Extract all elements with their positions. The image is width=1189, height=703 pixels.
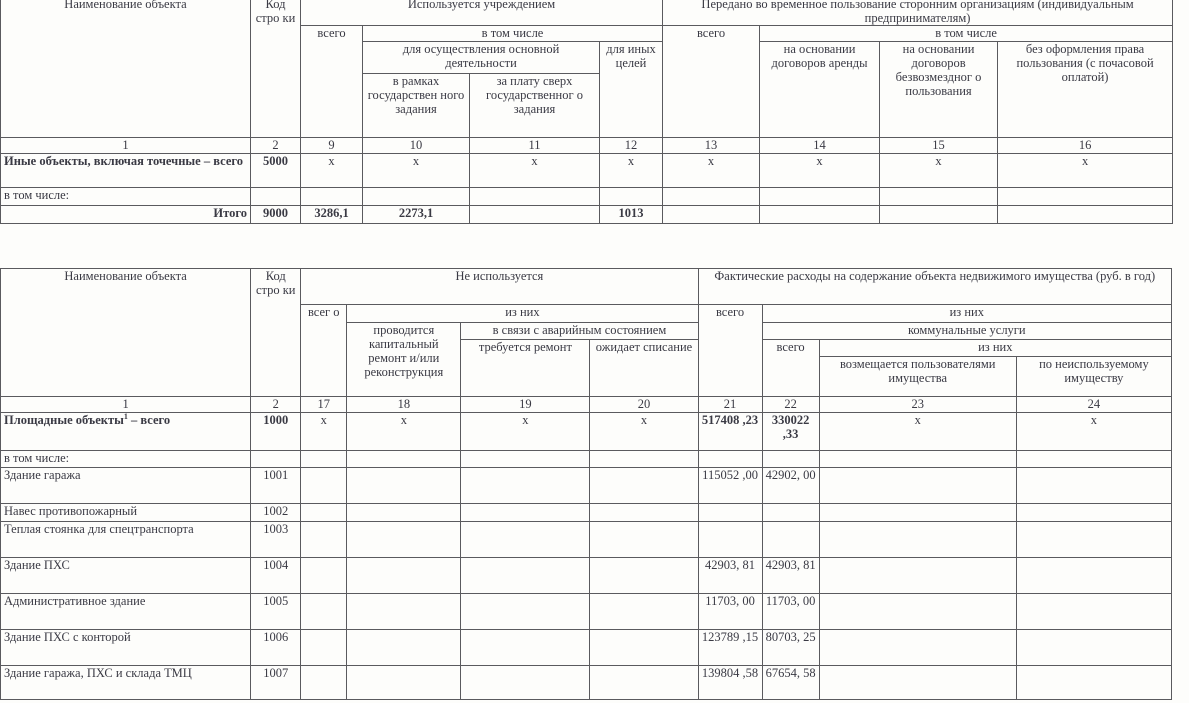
header-main-activity: для осуществления основной деятельности (363, 42, 600, 74)
including-label: в том числе: (1, 451, 251, 468)
cell-value: x (600, 154, 663, 188)
table-row (1, 630, 1172, 666)
cell-value: x (819, 413, 1016, 451)
header-row-code: Код стро ки (251, 269, 301, 397)
cell-value: x (363, 154, 470, 188)
header-repair-ongoing: проводится капитальный ремонт и/или реконструкция (347, 323, 461, 397)
cell-value: 123789 ,15 (698, 630, 762, 666)
col-number: 18 (347, 397, 461, 413)
row-code: 9000 (251, 206, 301, 224)
table-row (1, 468, 1172, 504)
cell-value (698, 522, 762, 558)
cell-value: x (760, 154, 880, 188)
total-row (1, 206, 1173, 224)
col-number: 16 (998, 138, 1173, 154)
header-expenses: Фактические расходы на содержание объекта недвижимого имущества (руб. в год) (698, 269, 1171, 305)
table-row (1, 413, 1172, 451)
cell-value: 1013 (600, 206, 663, 224)
table-used-objects (0, 0, 1173, 224)
cell-value: x (301, 154, 363, 188)
header-paid-above: за плату сверх государственног о задания (470, 74, 600, 138)
header-transferred: Передано во временное пользование сторонним организациям (индивидуальным предпринимателям) (663, 0, 1173, 26)
cell-value: x (1016, 413, 1171, 451)
col-number: 13 (663, 138, 760, 154)
cell-value: 115052 ,00 (698, 468, 762, 504)
col-number: 1 (1, 397, 251, 413)
header-expenses-total: всего (698, 305, 762, 397)
header-repair-needed: требуется ремонт (461, 340, 590, 397)
col-number: 15 (880, 138, 998, 154)
header-of-them: из них (819, 340, 1171, 357)
cell-value: 67654, 58 (762, 666, 819, 700)
header-rent: на основании договоров аренды (760, 42, 880, 138)
header-of-them: из них (347, 305, 698, 323)
header-emergency: в связи с аварийным состоянием (461, 323, 698, 340)
table-unused-and-expenses (0, 268, 1172, 700)
cell-value: x (663, 154, 760, 188)
col-number: 22 (762, 397, 819, 413)
col-number: 11 (470, 138, 600, 154)
header-of-them: из них (762, 305, 1171, 323)
header-used-total: всего (301, 26, 363, 138)
table-row (1, 451, 1172, 468)
row-code: 1000 (251, 413, 301, 451)
col-number: 24 (1016, 397, 1171, 413)
col-number: 1 (1, 138, 251, 154)
table-row (1, 558, 1172, 594)
cell-value (762, 504, 819, 522)
col-number: 21 (698, 397, 762, 413)
cell-value: 139804 ,58 (698, 666, 762, 700)
cell-value: 42903, 81 (762, 558, 819, 594)
table-row (1, 594, 1172, 630)
col-number: 20 (590, 397, 698, 413)
table-row (1, 522, 1172, 558)
header-transferred-total: всего (663, 26, 760, 138)
row-name: Административное здание (1, 594, 251, 630)
col-number: 14 (760, 138, 880, 154)
header-transferred-incl: в том числе (760, 26, 1173, 42)
cell-value: 330022 ,33 (762, 413, 819, 451)
header-used: Используется учреждением (301, 0, 663, 26)
column-numbers-row (1, 138, 1173, 154)
col-number: 12 (600, 138, 663, 154)
col-number: 9 (301, 138, 363, 154)
cell-value: x (301, 413, 347, 451)
header-free-use: на основании договоров безвозмездног о пользования (880, 42, 998, 138)
row-name: Теплая стоянка для спецтранспорта (1, 522, 251, 558)
cell-value: x (880, 154, 998, 188)
header-utilities: коммунальные услуги (762, 323, 1171, 340)
row-code: 1007 (251, 666, 301, 700)
row-name: Здание ПХС с конторой (1, 630, 251, 666)
row-code: 1001 (251, 468, 301, 504)
header-utilities-total: всего (762, 340, 819, 397)
row-code: 5000 (251, 154, 301, 188)
row-name: Здание гаража (1, 468, 251, 504)
header-reimbursed: возмещается пользователями имущества (819, 357, 1016, 397)
header-other-purposes: для иных целей (600, 42, 663, 138)
row-code: 1004 (251, 558, 301, 594)
table-row (1, 188, 1173, 206)
header-object-name: Наименование объекта (1, 0, 251, 138)
cell-value: 2273,1 (363, 206, 470, 224)
row-name: Площадные объекты$^1$ – всего (1, 413, 251, 451)
cell-value (698, 504, 762, 522)
cell-value: 42903, 81 (698, 558, 762, 594)
cell-value: x (590, 413, 698, 451)
cell-value: 11703, 00 (762, 594, 819, 630)
cell-value (762, 522, 819, 558)
including-label: в том числе: (1, 188, 251, 206)
row-code: 1002 (251, 504, 301, 522)
row-name: Навес противопожарный (1, 504, 251, 522)
cell-value: x (998, 154, 1173, 188)
header-row-code: Код стро ки (251, 0, 301, 138)
cell-value: 42902, 00 (762, 468, 819, 504)
cell-value: 517408 ,23 (698, 413, 762, 451)
header-no-right: без оформления права пользования (с почасовой оплатой) (998, 42, 1173, 138)
table-row (1, 154, 1173, 188)
col-number: 23 (819, 397, 1016, 413)
row-name: Иные объекты, включая точечные – всего (1, 154, 251, 188)
col-number: 10 (363, 138, 470, 154)
total-label: Итого (1, 206, 251, 224)
row-name: Здание ПХС (1, 558, 251, 594)
cell-value: 80703, 25 (762, 630, 819, 666)
col-number: 2 (251, 138, 301, 154)
header-state-task: в рамках государствен ного задания (363, 74, 470, 138)
header-awaiting-writeoff: ожидает списание (590, 340, 698, 397)
col-number: 17 (301, 397, 347, 413)
column-numbers-row (1, 397, 1172, 413)
cell-value: x (347, 413, 461, 451)
col-number: 2 (251, 397, 301, 413)
row-code: 1003 (251, 522, 301, 558)
header-object-name: Наименование объекта (1, 269, 251, 397)
cell-value: x (461, 413, 590, 451)
row-code: 1006 (251, 630, 301, 666)
cell-value: 3286,1 (301, 206, 363, 224)
cell-value: x (470, 154, 600, 188)
col-number: 19 (461, 397, 590, 413)
row-name: Здание гаража, ПХС и склада ТМЦ (1, 666, 251, 700)
header-not-used: Не используется (301, 269, 698, 305)
header-used-incl: в том числе (363, 26, 663, 42)
header-not-used-total: всег о (301, 305, 347, 397)
header-unused-property: по неиспользуемому имуществу (1016, 357, 1171, 397)
table-row (1, 666, 1172, 700)
table-row (1, 504, 1172, 522)
row-code: 1005 (251, 594, 301, 630)
cell-value: 11703, 00 (698, 594, 762, 630)
